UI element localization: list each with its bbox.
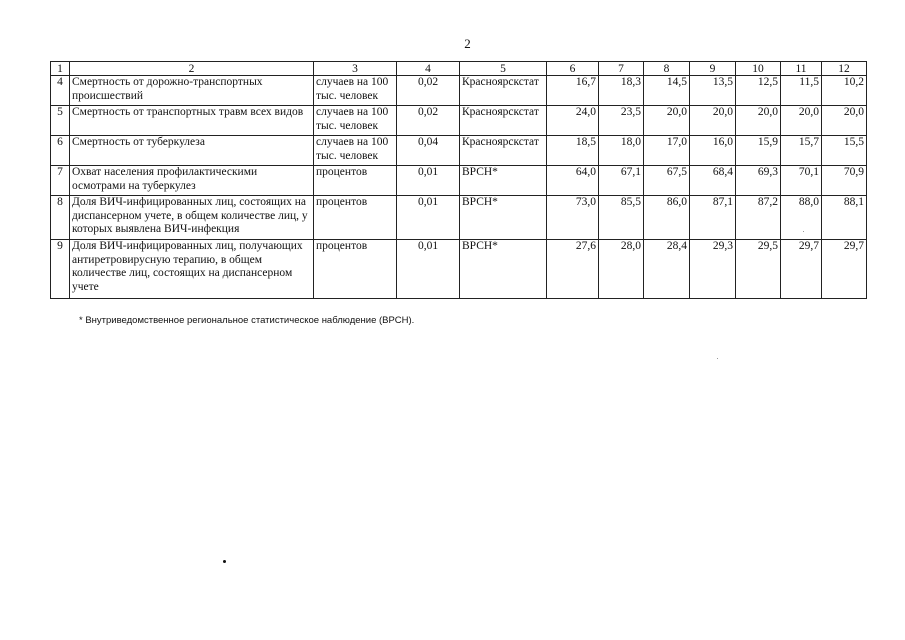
column-header: 10 — [736, 62, 781, 76]
value-cell: 29,5 — [736, 240, 781, 299]
table-row — [51, 76, 867, 106]
source-cell: Красноярскстат — [460, 106, 547, 136]
value-cell: 18,5 — [547, 136, 599, 166]
value-cell: 85,5 — [599, 196, 644, 240]
value-cell: 14,5 — [644, 76, 690, 106]
column-header: 1 — [51, 62, 70, 76]
value-cell: 29,7 — [822, 240, 867, 299]
value-cell: 20,0 — [822, 106, 867, 136]
value-cell: 69,3 — [736, 166, 781, 196]
weight-cell: 0,02 — [397, 76, 460, 106]
table-row — [51, 136, 867, 166]
source-cell: ВРСН* — [460, 196, 547, 240]
indicator-name-cell: Смертность от дорожно-транспортных происшествий — [70, 76, 314, 106]
value-cell: 70,1 — [781, 166, 822, 196]
indicator-name-cell: Смертность от транспортных травм всех видов — [70, 106, 314, 136]
footnote: * Внутриведомственное региональное статистическое наблюдение (ВРСН). — [79, 315, 415, 326]
value-cell: 12,5 — [736, 76, 781, 106]
row-number-cell: 5 — [51, 106, 70, 136]
value-cell: 73,0 — [547, 196, 599, 240]
column-header: 3 — [314, 62, 397, 76]
column-header: 6 — [547, 62, 599, 76]
value-cell: 16,0 — [690, 136, 736, 166]
table-header-row — [51, 62, 867, 76]
table-row — [51, 240, 867, 299]
scan-speck — [803, 231, 804, 232]
indicator-name-cell: Охват населения профилактическими осмотрами на туберкулез — [70, 166, 314, 196]
value-cell: 20,0 — [781, 106, 822, 136]
column-header: 12 — [822, 62, 867, 76]
source-cell: ВРСН* — [460, 166, 547, 196]
value-cell: 24,0 — [547, 106, 599, 136]
row-number-cell: 7 — [51, 166, 70, 196]
value-cell: 88,1 — [822, 196, 867, 240]
unit-cell: случаев на 100 тыс. человек — [314, 106, 397, 136]
indicator-name-cell: Доля ВИЧ-инфицированных лиц, получающих антиретровирусную терапию, в общем количестве лиц, состоящих на диспансерном учете — [70, 240, 314, 299]
source-cell: ВРСН* — [460, 240, 547, 299]
column-header: 7 — [599, 62, 644, 76]
unit-cell: процентов — [314, 196, 397, 240]
value-cell: 15,5 — [822, 136, 867, 166]
value-cell: 64,0 — [547, 166, 599, 196]
source-cell: Красноярскстат — [460, 136, 547, 166]
value-cell: 17,0 — [644, 136, 690, 166]
value-cell: 29,7 — [781, 240, 822, 299]
column-header: 9 — [690, 62, 736, 76]
page-number: 2 — [464, 36, 471, 51]
value-cell: 10,2 — [822, 76, 867, 106]
value-cell: 68,4 — [690, 166, 736, 196]
value-cell: 67,5 — [644, 166, 690, 196]
row-number-cell: 9 — [51, 240, 70, 299]
weight-cell: 0,01 — [397, 240, 460, 299]
column-header: 8 — [644, 62, 690, 76]
column-header: 5 — [460, 62, 547, 76]
unit-cell: случаев на 100 тыс. человек — [314, 136, 397, 166]
value-cell: 29,3 — [690, 240, 736, 299]
table-row — [51, 106, 867, 136]
unit-cell: процентов — [314, 166, 397, 196]
unit-cell: процентов — [314, 240, 397, 299]
indicator-name-cell: Смертность от туберкулеза — [70, 136, 314, 166]
value-cell: 15,7 — [781, 136, 822, 166]
value-cell: 87,2 — [736, 196, 781, 240]
value-cell: 20,0 — [736, 106, 781, 136]
value-cell: 70,9 — [822, 166, 867, 196]
table-row — [51, 166, 867, 196]
weight-cell: 0,01 — [397, 166, 460, 196]
column-header: 2 — [70, 62, 314, 76]
weight-cell: 0,01 — [397, 196, 460, 240]
value-cell: 18,3 — [599, 76, 644, 106]
column-header: 4 — [397, 62, 460, 76]
row-number-cell: 8 — [51, 196, 70, 240]
column-header: 11 — [781, 62, 822, 76]
value-cell: 15,9 — [736, 136, 781, 166]
value-cell: 20,0 — [690, 106, 736, 136]
value-cell: 13,5 — [690, 76, 736, 106]
value-cell: 86,0 — [644, 196, 690, 240]
source-cell: Красноярскстат — [460, 76, 547, 106]
value-cell: 87,1 — [690, 196, 736, 240]
indicator-name-cell: Доля ВИЧ-инфицированных лиц, состоящих на диспансерном учете, в общем количестве лиц, у которых выявлена ВИЧ-инфекция — [70, 196, 314, 240]
value-cell: 23,5 — [599, 106, 644, 136]
value-cell: 20,0 — [644, 106, 690, 136]
scan-speck — [717, 358, 718, 359]
row-number-cell: 6 — [51, 136, 70, 166]
value-cell: 88,0 — [781, 196, 822, 240]
row-number-cell: 4 — [51, 76, 70, 106]
value-cell: 18,0 — [599, 136, 644, 166]
value-cell: 67,1 — [599, 166, 644, 196]
value-cell: 27,6 — [547, 240, 599, 299]
stray-dot — [223, 560, 226, 563]
value-cell: 16,7 — [547, 76, 599, 106]
value-cell: 11,5 — [781, 76, 822, 106]
value-cell: 28,0 — [599, 240, 644, 299]
value-cell: 28,4 — [644, 240, 690, 299]
weight-cell: 0,02 — [397, 106, 460, 136]
weight-cell: 0,04 — [397, 136, 460, 166]
table-row — [51, 196, 867, 240]
unit-cell: случаев на 100 тыс. человек — [314, 76, 397, 106]
indicators-table — [50, 61, 867, 299]
